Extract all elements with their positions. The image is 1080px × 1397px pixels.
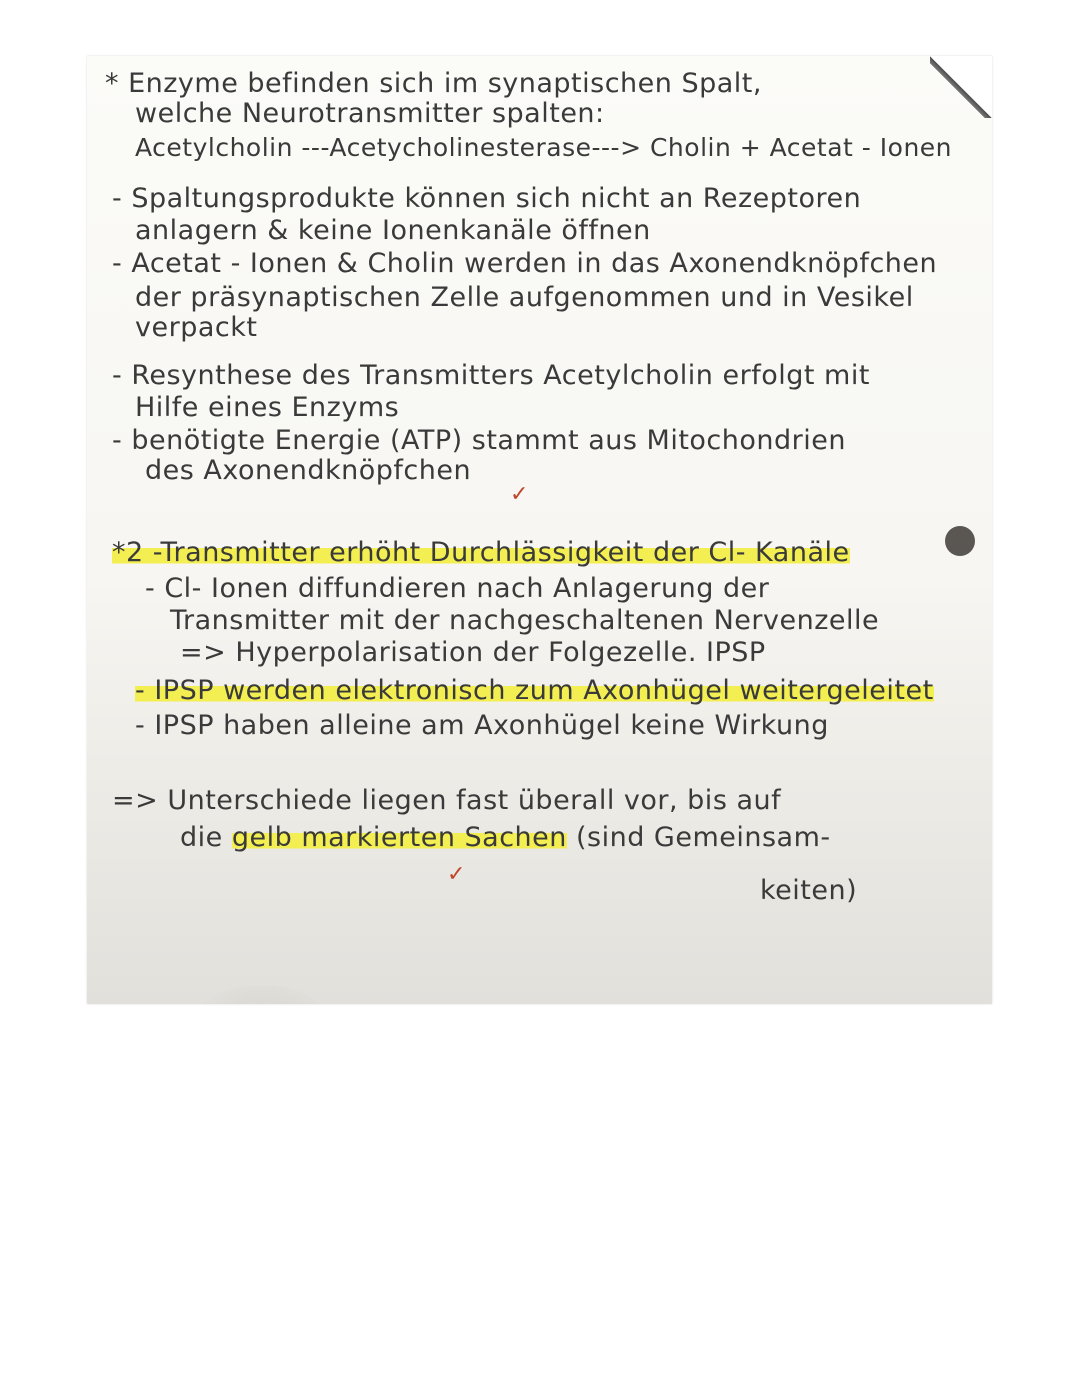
text-line: => Hyperpolarisation der Folgezelle. IPSP: [180, 637, 766, 668]
text-line: - Acetat - Ionen & Cholin werden in das Axonendknöpfchen: [112, 248, 938, 279]
text-line: - IPSP haben alleine am Axonhügel keine Wirkung: [135, 710, 829, 741]
text-line: [180, 822, 831, 853]
text-line: - Spaltungsprodukte können sich nicht an Rezeptoren: [112, 183, 862, 214]
text-line: * Enzyme befinden sich im synaptischen Spalt,: [105, 68, 762, 99]
text-line: Transmitter mit der nachgeschaltenen Nervenzelle: [170, 605, 880, 636]
text-fragment: die: [180, 822, 223, 853]
text-line: des Axonendknöpfchen: [145, 455, 472, 486]
text-line: keiten): [760, 875, 858, 906]
highlighted-text: gelb markierten Sachen: [231, 822, 567, 853]
text-line: - Cl- Ionen diffundieren nach Anlagerung der: [145, 573, 770, 604]
text-line: [135, 675, 934, 706]
text-line: der präsynaptischen Zelle aufgenommen und in Vesikel: [135, 282, 914, 313]
text-line: => Unterschiede liegen fast überall vor, bis auf: [112, 785, 782, 816]
teacher-check-mark: ✓: [447, 862, 466, 887]
text-line: verpackt: [135, 312, 258, 343]
teacher-check-mark: ✓: [510, 482, 529, 507]
highlighted-text: - IPSP werden elektronisch zum Axonhügel weitergeleitet: [135, 675, 934, 706]
highlighted-text: *2 -Transmitter erhöht Durchlässigkeit der Cl- Kanäle: [112, 537, 850, 568]
text-line: Hilfe eines Enzyms: [135, 392, 400, 423]
text-line: welche Neurotransmitter spalten:: [135, 98, 605, 129]
shadow: [147, 986, 377, 1004]
text-line: - Resynthese des Transmitters Acetylcholin erfolgt mit: [112, 360, 870, 391]
punch-hole: [945, 526, 975, 556]
text-line: - benötigte Energie (ATP) stammt aus Mitochondrien: [112, 425, 846, 456]
text-fragment: (sind Gemeinsam-: [575, 822, 831, 853]
text-line: Acetylcholin ---Acetycholinesterase---> Cholin + Acetat - Ionen: [135, 133, 953, 162]
text-line: [112, 537, 850, 568]
page-corner-fold: [930, 56, 992, 118]
text-line: anlagern & keine Ionenkanäle öffnen: [135, 215, 651, 246]
